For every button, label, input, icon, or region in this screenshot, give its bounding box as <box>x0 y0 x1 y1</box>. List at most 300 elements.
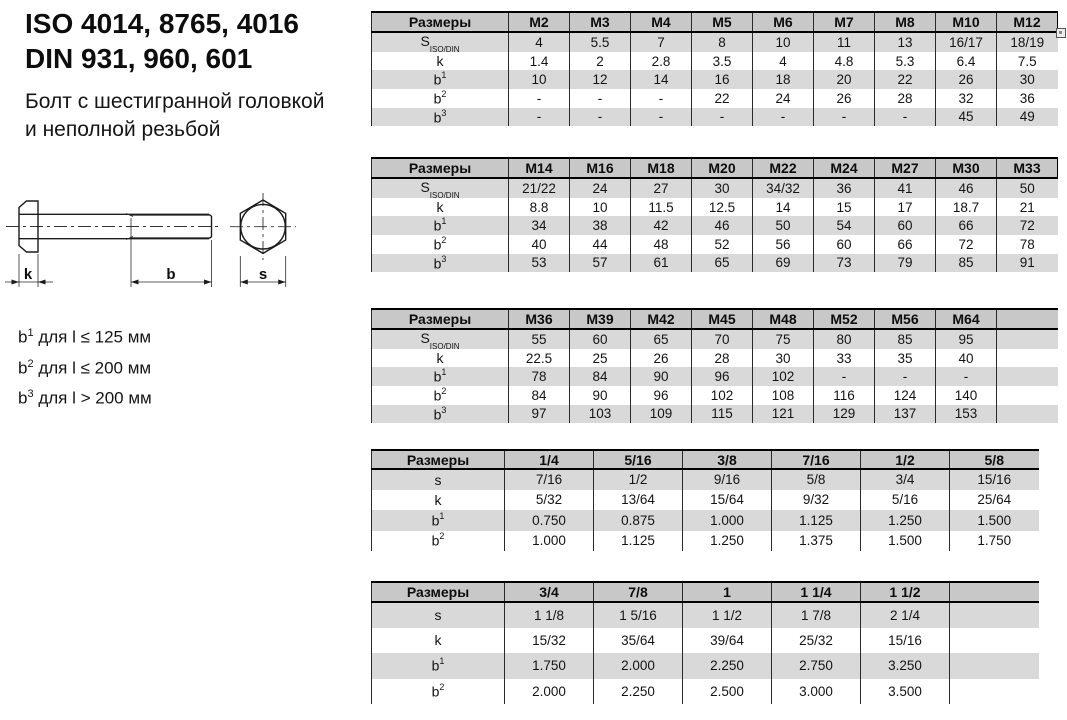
column-header: 1/4 <box>505 450 594 469</box>
value-cell: 2.8 <box>631 52 692 71</box>
value-cell: 121 <box>753 405 814 424</box>
dim-b <box>131 218 212 287</box>
value-cell: 96 <box>692 367 753 386</box>
value-cell: 14 <box>631 70 692 89</box>
column-header: M2 <box>509 12 570 32</box>
value-cell: 1.000 <box>505 531 594 552</box>
value-cell: 38 <box>570 216 631 235</box>
value-cell: 40 <box>509 235 570 254</box>
value-cell: 1.750 <box>505 653 594 679</box>
value-cell: 22 <box>875 70 936 89</box>
value-cell: 20 <box>814 70 875 89</box>
value-cell: 2 1/4 <box>861 602 950 628</box>
value-cell: 10 <box>570 198 631 217</box>
value-cell: 15/16 <box>950 469 1039 490</box>
value-cell: 2.500 <box>683 679 772 705</box>
column-header: M16 <box>570 158 631 178</box>
column-header: M56 <box>875 309 936 329</box>
row-label-cell: s <box>372 602 505 628</box>
value-cell: 79 <box>875 254 936 273</box>
value-cell: 4 <box>509 32 570 52</box>
value-cell: 49 <box>997 108 1058 127</box>
value-cell: 15/32 <box>505 628 594 654</box>
value-cell: 34 <box>509 216 570 235</box>
value-cell: 10 <box>509 70 570 89</box>
value-cell: - <box>692 108 753 127</box>
value-cell: 80 <box>814 329 875 349</box>
value-cell: 10 <box>753 32 814 52</box>
value-cell: 109 <box>631 405 692 424</box>
value-cell: 39/64 <box>683 628 772 654</box>
size-header-cell: Размеры <box>372 158 509 178</box>
value-cell: 9/32 <box>772 490 861 511</box>
value-cell: 26 <box>936 70 997 89</box>
end-chamfer <box>209 237 212 238</box>
value-cell <box>950 679 1039 705</box>
value-cell: 17 <box>875 198 936 217</box>
value-cell: 66 <box>936 216 997 235</box>
value-cell: 30 <box>692 178 753 198</box>
value-cell: 16/17 <box>936 32 997 52</box>
value-cell: 48 <box>631 235 692 254</box>
value-cell: 32 <box>936 89 997 108</box>
doc-subtitle-line2: и неполной резьбой <box>25 118 221 141</box>
value-cell: 3.500 <box>861 679 950 705</box>
value-cell <box>997 386 1058 405</box>
value-cell: 14 <box>753 198 814 217</box>
column-header: M20 <box>692 158 753 178</box>
dim-s <box>240 256 285 287</box>
value-cell: 45 <box>936 108 997 127</box>
table-row <box>372 490 1039 511</box>
value-cell: 3.000 <box>772 679 861 705</box>
table-row <box>372 108 1058 127</box>
row-label-cell: $S_{ISO/DIN}$ <box>372 32 509 52</box>
value-cell: 50 <box>753 216 814 235</box>
table-metric-m14-m33 <box>371 157 1058 272</box>
value-cell: 2.000 <box>505 679 594 705</box>
value-cell: 5/16 <box>861 490 950 511</box>
value-cell: 22 <box>692 89 753 108</box>
row-label-cell: k <box>372 628 505 654</box>
row-label-cell: $b^1$ <box>372 70 509 89</box>
footnote: $b^1$ для l ≤ 125 мм <box>18 327 152 347</box>
column-header: 1 <box>683 582 772 602</box>
value-cell: 1.000 <box>683 510 772 531</box>
value-cell: 5.3 <box>875 52 936 71</box>
dim-k <box>5 254 53 287</box>
value-cell: 34/32 <box>753 178 814 198</box>
column-header: M42 <box>631 309 692 329</box>
column-header: M64 <box>936 309 997 329</box>
column-header: M45 <box>692 309 753 329</box>
value-cell: 26 <box>814 89 875 108</box>
column-header: 3/8 <box>683 450 772 469</box>
value-cell: 60 <box>875 216 936 235</box>
value-cell: 66 <box>875 235 936 254</box>
dim-s-label: s <box>258 266 268 283</box>
value-cell: 153 <box>936 405 997 424</box>
dim-b-label: b <box>166 266 176 283</box>
value-cell: 0.750 <box>505 510 594 531</box>
value-cell: 65 <box>692 254 753 273</box>
value-cell: 30 <box>997 70 1058 89</box>
value-cell: 1.500 <box>950 510 1039 531</box>
value-cell: 1 1/8 <box>505 602 594 628</box>
value-cell: - <box>509 89 570 108</box>
value-cell: 1.125 <box>594 531 683 552</box>
arrow-right-icon <box>278 280 286 285</box>
value-cell: 124 <box>875 386 936 405</box>
value-cell: 1.4 <box>509 52 570 71</box>
value-cell: 46 <box>936 178 997 198</box>
table-row <box>372 89 1058 108</box>
value-cell: 1 1/2 <box>683 602 772 628</box>
value-cell: 3/4 <box>861 469 950 490</box>
value-cell: 18 <box>753 70 814 89</box>
value-cell: 25/32 <box>772 628 861 654</box>
table-row <box>372 510 1039 531</box>
value-cell: 91 <box>997 254 1058 273</box>
value-cell: - <box>814 108 875 127</box>
value-cell: 75 <box>753 329 814 349</box>
value-cell: 24 <box>570 178 631 198</box>
value-cell: 1.250 <box>861 510 950 531</box>
value-cell: - <box>631 89 692 108</box>
row-label-cell: $S_{ISO/DIN}$ <box>372 329 509 349</box>
column-header: M6 <box>753 12 814 32</box>
value-cell: 140 <box>936 386 997 405</box>
value-cell: 116 <box>814 386 875 405</box>
column-header: 1/2 <box>861 450 950 469</box>
value-cell: 5.5 <box>570 32 631 52</box>
column-header: M5 <box>692 12 753 32</box>
value-cell: 102 <box>753 367 814 386</box>
value-cell: 30 <box>753 349 814 368</box>
value-cell: 22.5 <box>509 349 570 368</box>
table-row <box>372 386 1058 405</box>
value-cell: 46 <box>692 216 753 235</box>
column-header: M3 <box>570 12 631 32</box>
row-label-cell: $b^2$ <box>372 89 509 108</box>
value-cell <box>997 349 1058 368</box>
value-cell: 36 <box>997 89 1058 108</box>
arrow-left-icon <box>240 280 248 285</box>
row-label-cell: k <box>372 490 505 511</box>
column-header <box>997 309 1058 329</box>
value-cell: - <box>509 108 570 127</box>
row-label-cell: $b^3$ <box>372 108 509 127</box>
table-row <box>372 405 1058 424</box>
value-cell: 3.5 <box>692 52 753 71</box>
bolt-drawing <box>0 185 330 295</box>
value-cell: 12.5 <box>692 198 753 217</box>
bolt-side-view <box>6 201 222 252</box>
value-cell: 21 <box>997 198 1058 217</box>
title-block <box>25 6 299 76</box>
value-cell: 56 <box>753 235 814 254</box>
value-cell: 27 <box>631 178 692 198</box>
table-row <box>372 216 1058 235</box>
column-header: 1 1/4 <box>772 582 861 602</box>
column-header: M24 <box>814 158 875 178</box>
value-cell: - <box>875 367 936 386</box>
column-header: 5/16 <box>594 450 683 469</box>
column-header: M22 <box>753 158 814 178</box>
row-label-cell: s <box>372 469 505 490</box>
row-label-cell: $b^3$ <box>372 405 509 424</box>
value-cell: 129 <box>814 405 875 424</box>
value-cell: 42 <box>631 216 692 235</box>
value-cell: 96 <box>631 386 692 405</box>
value-cell: 2.000 <box>594 653 683 679</box>
value-cell: 40 <box>936 349 997 368</box>
value-cell: - <box>570 89 631 108</box>
value-cell: 8.8 <box>509 198 570 217</box>
value-cell: 4 <box>753 52 814 71</box>
value-cell: 18.7 <box>936 198 997 217</box>
value-cell: 102 <box>692 386 753 405</box>
value-cell: 1 7/8 <box>772 602 861 628</box>
table-row <box>372 235 1058 254</box>
table-inch-34-112 <box>371 581 1039 704</box>
value-cell: 54 <box>814 216 875 235</box>
row-label-cell: $b^1$ <box>372 653 505 679</box>
column-header: 7/16 <box>772 450 861 469</box>
value-cell: 108 <box>753 386 814 405</box>
value-cell: - <box>570 108 631 127</box>
value-cell: 90 <box>631 367 692 386</box>
value-cell: 1/2 <box>594 469 683 490</box>
value-cell: 1.375 <box>772 531 861 552</box>
value-cell: 1.500 <box>861 531 950 552</box>
table-metric-m2-m12 <box>371 11 1058 126</box>
value-cell: 115 <box>692 405 753 424</box>
value-cell: 35/64 <box>594 628 683 654</box>
row-label-cell: $b^2$ <box>372 679 505 705</box>
column-header: M8 <box>875 12 936 32</box>
value-cell: 85 <box>875 329 936 349</box>
value-cell: 52 <box>692 235 753 254</box>
value-cell: 36 <box>814 178 875 198</box>
column-header: M14 <box>509 158 570 178</box>
value-cell: 60 <box>814 235 875 254</box>
value-cell: 6.4 <box>936 52 997 71</box>
value-cell: 7.5 <box>997 52 1058 71</box>
value-cell: 11.5 <box>631 198 692 217</box>
column-header: M36 <box>509 309 570 329</box>
value-cell: 15 <box>814 198 875 217</box>
value-cell: 33 <box>814 349 875 368</box>
value-cell: 28 <box>875 89 936 108</box>
arrow-left-icon <box>38 280 46 285</box>
value-cell: 15/64 <box>683 490 772 511</box>
table-row <box>372 469 1039 490</box>
value-cell <box>950 628 1039 654</box>
value-cell: 5/8 <box>772 469 861 490</box>
column-header: M18 <box>631 158 692 178</box>
value-cell: 7/16 <box>505 469 594 490</box>
value-cell <box>997 367 1058 386</box>
doc-subtitle-line1: Болт с шестигранной головкой <box>25 90 325 113</box>
row-label-cell: $b^1$ <box>372 216 509 235</box>
value-cell: 70 <box>692 329 753 349</box>
table-row <box>372 679 1039 705</box>
value-cell: 24 <box>753 89 814 108</box>
value-cell: 7 <box>631 32 692 52</box>
row-label-cell: $b^1$ <box>372 510 505 531</box>
value-cell: 2.750 <box>772 653 861 679</box>
value-cell: 5/32 <box>505 490 594 511</box>
value-cell: 72 <box>997 216 1058 235</box>
value-cell: 60 <box>570 329 631 349</box>
column-header: M10 <box>936 12 997 32</box>
row-label-cell: k <box>372 52 509 71</box>
column-header: M27 <box>875 158 936 178</box>
value-cell: 13 <box>875 32 936 52</box>
artifact-handle <box>1056 28 1066 38</box>
value-cell: 28 <box>692 349 753 368</box>
table-row <box>372 653 1039 679</box>
table-row <box>372 198 1058 217</box>
table-row <box>372 70 1058 89</box>
value-cell: 84 <box>570 367 631 386</box>
value-cell: 90 <box>570 386 631 405</box>
value-cell <box>950 653 1039 679</box>
column-header: M48 <box>753 309 814 329</box>
row-label-cell: $b^2$ <box>372 386 509 405</box>
value-cell: - <box>936 367 997 386</box>
column-header: M7 <box>814 12 875 32</box>
value-cell: 1.750 <box>950 531 1039 552</box>
value-cell: 69 <box>753 254 814 273</box>
value-cell: 2.250 <box>683 653 772 679</box>
dim-k-label: k <box>23 266 33 283</box>
column-header: 7/8 <box>594 582 683 602</box>
value-cell: - <box>631 108 692 127</box>
end-chamfer <box>209 215 212 216</box>
value-cell: 21/22 <box>509 178 570 198</box>
value-cell: 25 <box>570 349 631 368</box>
value-cell: 53 <box>509 254 570 273</box>
value-cell: 57 <box>570 254 631 273</box>
table-row <box>372 32 1058 52</box>
column-header: M12 <box>997 12 1058 32</box>
value-cell: 65 <box>631 329 692 349</box>
value-cell: 73 <box>814 254 875 273</box>
table-row <box>372 254 1058 273</box>
value-cell <box>950 602 1039 628</box>
table-inch-14-58 <box>371 449 1039 551</box>
column-header: M4 <box>631 12 692 32</box>
footnote: $b^2$ для l ≤ 200 мм <box>18 357 152 378</box>
value-cell: 78 <box>997 235 1058 254</box>
value-cell: - <box>814 367 875 386</box>
column-header: 3/4 <box>505 582 594 602</box>
doc-title-iso: ISO 4014, 8765, 4016 <box>25 8 299 39</box>
column-header: M39 <box>570 309 631 329</box>
value-cell: 25/64 <box>950 490 1039 511</box>
value-cell <box>997 405 1058 424</box>
table-row <box>372 531 1039 552</box>
value-cell: - <box>753 108 814 127</box>
doc-title-din: DIN 931, 960, 601 <box>25 43 253 74</box>
column-header: M52 <box>814 309 875 329</box>
table-metric-m36-m64 <box>371 308 1058 423</box>
value-cell: 97 <box>509 405 570 424</box>
row-label-cell: $b^2$ <box>372 235 509 254</box>
value-cell: 61 <box>631 254 692 273</box>
value-cell: 72 <box>936 235 997 254</box>
row-label-cell: k <box>372 349 509 368</box>
value-cell: 50 <box>997 178 1058 198</box>
size-header-cell: Размеры <box>372 12 509 32</box>
table-row <box>372 367 1058 386</box>
arrow-right-icon <box>12 280 20 285</box>
subtitle-block <box>25 88 324 144</box>
arrow-left-icon <box>131 280 139 285</box>
value-cell: 4.8 <box>814 52 875 71</box>
table-row <box>372 178 1058 198</box>
value-cell: 11 <box>814 32 875 52</box>
value-cell: 95 <box>936 329 997 349</box>
row-label-cell: k <box>372 198 509 217</box>
value-cell: 78 <box>509 367 570 386</box>
value-cell: 3.250 <box>861 653 950 679</box>
table-row <box>372 602 1039 628</box>
footnote: $b^3$ для l > 200 мм <box>18 388 152 408</box>
value-cell: 2 <box>570 52 631 71</box>
value-cell: 2.250 <box>594 679 683 705</box>
size-header-cell: Размеры <box>372 450 505 469</box>
value-cell: 55 <box>509 329 570 349</box>
value-cell: 103 <box>570 405 631 424</box>
column-header: 1 1/2 <box>861 582 950 602</box>
value-cell: 1.250 <box>683 531 772 552</box>
value-cell: 84 <box>509 386 570 405</box>
value-cell: 1.125 <box>772 510 861 531</box>
value-cell: 35 <box>875 349 936 368</box>
table-row <box>372 349 1058 368</box>
value-cell: 13/64 <box>594 490 683 511</box>
row-label-cell: $b^1$ <box>372 367 509 386</box>
column-header: M33 <box>997 158 1058 178</box>
column-header <box>950 582 1039 602</box>
value-cell: 26 <box>631 349 692 368</box>
value-cell: 8 <box>692 32 753 52</box>
value-cell: 12 <box>570 70 631 89</box>
value-cell: 18/19 <box>997 32 1058 52</box>
table-row <box>372 329 1058 349</box>
size-header-cell: Размеры <box>372 309 509 329</box>
row-label-cell: $b^3$ <box>372 254 509 273</box>
value-cell: 9/16 <box>683 469 772 490</box>
value-cell: 41 <box>875 178 936 198</box>
value-cell: 1 5/16 <box>594 602 683 628</box>
column-header: M30 <box>936 158 997 178</box>
arrow-right-icon <box>204 280 212 285</box>
value-cell: 16 <box>692 70 753 89</box>
value-cell: 85 <box>936 254 997 273</box>
column-header: 5/8 <box>950 450 1039 469</box>
footnotes <box>18 320 152 412</box>
size-header-cell: Размеры <box>372 582 505 602</box>
value-cell <box>997 329 1058 349</box>
row-label-cell: $S_{ISO/DIN}$ <box>372 178 509 198</box>
value-cell: 137 <box>875 405 936 424</box>
value-cell: 0.875 <box>594 510 683 531</box>
value-cell: 15/16 <box>861 628 950 654</box>
